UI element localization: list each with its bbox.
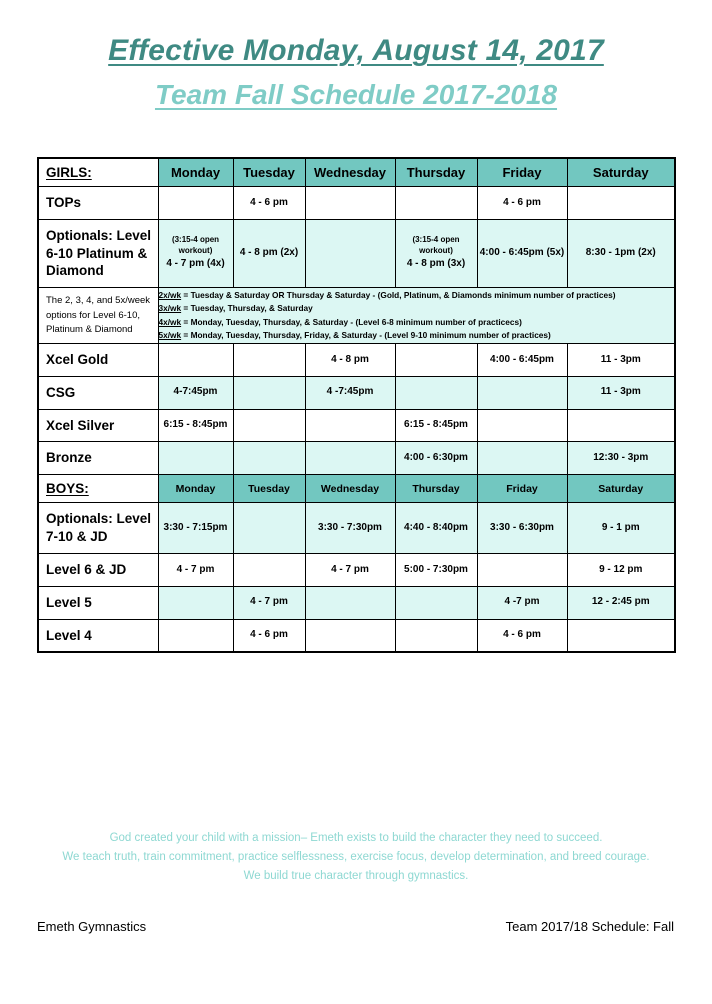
frequency-key: 5x/wk [158, 330, 182, 341]
girls-day-label-tuesday: Tuesday [243, 165, 295, 180]
time-text [306, 247, 395, 261]
mission-line-3: We build true character through gymnastics. [243, 869, 469, 882]
time-main: 4:00 - 6:45pm (5x) [479, 247, 565, 259]
schedule-cell [567, 503, 675, 554]
schedule-cell [233, 344, 305, 377]
frequency-key: 4x/wk [158, 316, 182, 327]
schedule-cell [477, 586, 567, 619]
time-text [478, 239, 567, 268]
time-text: 12:30 - 3pm [593, 452, 649, 464]
time-text [159, 451, 233, 465]
time-text [396, 628, 477, 642]
girls-day-label-monday: Monday [170, 165, 221, 180]
frequency-notes-label: The 2, 3, 4, and 5x/week options for Level 6-10, Platinum & Diamond [46, 295, 151, 335]
table-row [38, 187, 675, 220]
time-text [234, 239, 305, 268]
time-text: 4 - 7 pm [331, 563, 369, 575]
time-text [234, 451, 305, 465]
page-titles [0, 0, 712, 113]
time-text [568, 196, 675, 210]
schedule-cell [305, 376, 395, 409]
tiny-note: (3:15-4 open workout) [412, 235, 460, 256]
schedule-cell [233, 219, 305, 287]
time-text [306, 628, 395, 642]
row-label-cell [38, 219, 158, 287]
time-text: 4 - 7 pm [176, 563, 215, 575]
program-label: CSG [46, 384, 76, 400]
time-text [306, 196, 395, 210]
girls-day-header-tuesday [233, 158, 305, 187]
footer-schedule-label: Team 2017/18 Schedule: Fall [505, 919, 674, 934]
schedule-cell [233, 619, 305, 652]
time-text [234, 353, 305, 367]
mission-line-1: God created your child with a mission– Emeth exists to build the character they need to succeed. [109, 832, 603, 844]
boys-header-row [38, 475, 675, 503]
tiny-note: (3:15-4 open workout) [171, 235, 220, 256]
program-label: Optionals: Level 6-10 Platinum & Diamond [46, 227, 152, 279]
time-text: 12 - 2:45 pm [591, 596, 650, 608]
time-text: 5:00 - 7:30pm [404, 563, 468, 575]
time-text: 4 - 7 pm [250, 596, 288, 608]
schedule-table [37, 157, 676, 653]
time-text: 4 - 6 pm [503, 629, 541, 641]
row-label-cell [38, 553, 158, 586]
table-row [38, 344, 675, 377]
time-text: 4-7:45pm [173, 386, 218, 398]
row-label-cell [38, 409, 158, 442]
boys-day-header-friday [477, 475, 567, 503]
frequency-text: = Tuesday, Thursday, & Saturday [181, 303, 313, 314]
boys-day-header-tuesday [233, 475, 305, 503]
schedule-cell [158, 553, 233, 586]
girls-day-label-wednesday: Wednesday [313, 165, 386, 180]
boys-day-label-saturday: Saturday [598, 482, 644, 495]
time-text [159, 196, 233, 210]
time-text [478, 386, 567, 400]
time-text [568, 628, 675, 642]
schedule-cell [305, 503, 395, 554]
program-label: Xcel Silver [46, 417, 115, 433]
program-label: Optionals: Level 7-10 & JD [46, 511, 152, 545]
time-text [478, 563, 567, 577]
time-text: 4 -7:45pm [326, 386, 374, 398]
time-text [306, 596, 395, 610]
frequency-notes-cell [158, 288, 675, 344]
boys-section-cell [38, 475, 158, 503]
time-text [396, 596, 477, 610]
row-label-cell [38, 442, 158, 475]
schedule-cell [477, 619, 567, 652]
mission-statement [0, 829, 712, 886]
page-title-effective-date: Effective Monday, August 14, 2017 [108, 34, 604, 67]
table-row [38, 409, 675, 442]
time-text: 4:00 - 6:30pm [404, 452, 468, 464]
time-text [159, 628, 233, 642]
schedule-cell [477, 219, 567, 287]
row-label-cell [38, 586, 158, 619]
table-row [38, 442, 675, 475]
time-text: 4:40 - 8:40pm [404, 521, 468, 533]
table-row [38, 376, 675, 409]
mission-line-2: We teach truth, train commitment, practice selflessness, exercise focus, develop determination, and breed courage. [62, 850, 650, 863]
time-text: 6:15 - 8:45pm [404, 419, 468, 431]
time-main: 4 - 7 pm (4x) [166, 258, 225, 270]
program-label: Level 5 [46, 594, 92, 610]
frequency-notes-label-cell [38, 288, 158, 344]
time-text: 4 - 8 pm [331, 353, 369, 365]
time-main: 8:30 - 1pm (2x) [585, 247, 656, 259]
footer-organization: Emeth Gymnastics [37, 919, 147, 934]
table-row [38, 219, 675, 287]
boys-day-label-tuesday: Tuesday [248, 482, 290, 495]
schedule-cell [567, 376, 675, 409]
schedule-cell [233, 586, 305, 619]
row-label-cell [38, 344, 158, 377]
time-text: 4 - 6 pm [503, 196, 541, 208]
schedule-cell [477, 503, 567, 554]
time-text [396, 228, 477, 278]
time-text [306, 451, 395, 465]
time-text: 9 - 12 pm [599, 563, 643, 575]
schedule-cell [233, 442, 305, 475]
time-text [478, 419, 567, 433]
schedule-cell [567, 219, 675, 287]
schedule-cell [395, 376, 477, 409]
row-label-cell [38, 187, 158, 220]
girls-day-header-saturday [567, 158, 675, 187]
schedule-cell [567, 586, 675, 619]
time-text: 9 - 1 pm [601, 521, 640, 533]
boys-section-label: BOYS: [46, 481, 89, 497]
frequency-notes-row [38, 288, 675, 344]
time-text [306, 419, 395, 433]
schedule-cell [567, 442, 675, 475]
schedule-cell [477, 442, 567, 475]
schedule-cell [567, 619, 675, 652]
girls-day-header-wednesday [305, 158, 395, 187]
time-text [396, 353, 477, 367]
schedule-cell [395, 442, 477, 475]
boys-day-header-wednesday [305, 475, 395, 503]
time-text [234, 419, 305, 433]
frequency-note-line [159, 289, 675, 302]
schedule-cell [395, 619, 477, 652]
schedule-cell [477, 187, 567, 220]
time-text: 4 -7 pm [504, 596, 540, 608]
schedule-cell [477, 376, 567, 409]
schedule-cell [305, 553, 395, 586]
schedule-cell [395, 219, 477, 287]
time-text [396, 196, 477, 210]
girls-header-row [38, 158, 675, 187]
schedule-cell [305, 187, 395, 220]
table-row [38, 586, 675, 619]
table-row [38, 553, 675, 586]
girls-day-header-monday [158, 158, 233, 187]
schedule-cell [395, 344, 477, 377]
frequency-text: = Monday, Tuesday, Thursday, & Saturday - (Level 6-8 minimum number of practicecs) [181, 316, 522, 327]
schedule-cell [233, 553, 305, 586]
schedule-cell [233, 187, 305, 220]
frequency-key: 2x/wk [158, 289, 182, 300]
schedule-cell [233, 503, 305, 554]
schedule-cell [158, 376, 233, 409]
time-text: 4 - 6 pm [250, 196, 288, 208]
schedule-cell [305, 219, 395, 287]
frequency-text: = Monday, Tuesday, Thursday, Friday, & Saturday - (Level 9-10 minimum number of practices) [181, 330, 551, 341]
schedule-cell [477, 344, 567, 377]
girls-section-cell [38, 158, 158, 187]
schedule-cell [158, 344, 233, 377]
schedule-cell [395, 553, 477, 586]
program-label: Level 4 [46, 627, 92, 643]
time-text [159, 353, 233, 367]
program-label: TOPs [46, 195, 82, 210]
program-label: Xcel Gold [46, 352, 109, 367]
girls-section-label: GIRLS: [46, 165, 92, 180]
girls-day-label-saturday: Saturday [592, 165, 649, 180]
program-label: Level 6 & JD [46, 561, 127, 577]
boys-day-label-wednesday: Wednesday [320, 482, 380, 495]
time-text [478, 451, 567, 465]
time-text [159, 596, 233, 610]
schedule-cell [158, 409, 233, 442]
page-footer [37, 919, 674, 934]
time-text: 3:30 - 7:15pm [163, 521, 228, 533]
boys-day-header-monday [158, 475, 233, 503]
schedule-cell [233, 376, 305, 409]
boys-day-label-monday: Monday [175, 482, 216, 495]
schedule-cell [158, 619, 233, 652]
time-text: 4 - 6 pm [250, 629, 288, 641]
frequency-note-line [159, 329, 675, 342]
schedule-cell [158, 187, 233, 220]
time-text [568, 239, 675, 268]
schedule-cell [158, 586, 233, 619]
table-row [38, 619, 675, 652]
time-text: 11 - 3pm [600, 353, 641, 365]
time-text: 6:15 - 8:45pm [163, 419, 228, 431]
time-text [396, 386, 477, 400]
girls-day-label-friday: Friday [502, 165, 542, 180]
schedule-cell [158, 219, 233, 287]
time-text [568, 419, 675, 433]
girls-day-label-thursday: Thursday [406, 165, 466, 180]
schedule-cell [477, 409, 567, 442]
schedule-cell [395, 187, 477, 220]
time-main: 4 - 8 pm (3x) [406, 258, 466, 270]
boys-day-header-saturday [567, 475, 675, 503]
frequency-text: = Tuesday & Saturday OR Thursday & Saturday - (Gold, Platinum, & Diamonds minimum number of practices) [181, 289, 616, 300]
schedule-cell [395, 409, 477, 442]
schedule-cell [305, 619, 395, 652]
girls-day-header-friday [477, 158, 567, 187]
time-text [234, 521, 305, 535]
schedule-cell [158, 442, 233, 475]
time-text: 4:00 - 6:45pm [490, 353, 554, 365]
boys-day-label-friday: Friday [506, 482, 538, 495]
schedule-cell [305, 409, 395, 442]
schedule-cell [567, 553, 675, 586]
program-label: Bronze [46, 450, 92, 466]
time-text [159, 228, 233, 278]
schedule-cell [305, 586, 395, 619]
schedule-cell [158, 503, 233, 554]
page-title-schedule: Team Fall Schedule 2017-2018 [154, 78, 558, 110]
row-label-cell [38, 503, 158, 554]
girls-day-header-thursday [395, 158, 477, 187]
time-text [234, 563, 305, 577]
boys-day-header-thursday [395, 475, 477, 503]
row-label-cell [38, 376, 158, 409]
schedule-cell [567, 187, 675, 220]
schedule-cell [305, 344, 395, 377]
boys-day-label-thursday: Thursday [412, 482, 460, 495]
frequency-key: 3x/wk [158, 303, 182, 314]
time-text: 11 - 3pm [600, 386, 641, 398]
time-main: 4 - 8 pm (2x) [239, 247, 299, 259]
schedule-cell [305, 442, 395, 475]
time-text: 3:30 - 7:30pm [318, 521, 382, 533]
schedule-cell [567, 344, 675, 377]
schedule-cell [567, 409, 675, 442]
row-label-cell [38, 619, 158, 652]
frequency-note-line [159, 316, 675, 329]
schedule-cell [395, 503, 477, 554]
time-text: 3:30 - 6:30pm [490, 521, 554, 533]
schedule-cell [233, 409, 305, 442]
schedule-cell [395, 586, 477, 619]
time-text [234, 386, 305, 400]
schedule-table-wrap [37, 157, 674, 653]
schedule-cell [477, 553, 567, 586]
frequency-note-line [159, 302, 675, 315]
table-row [38, 503, 675, 554]
